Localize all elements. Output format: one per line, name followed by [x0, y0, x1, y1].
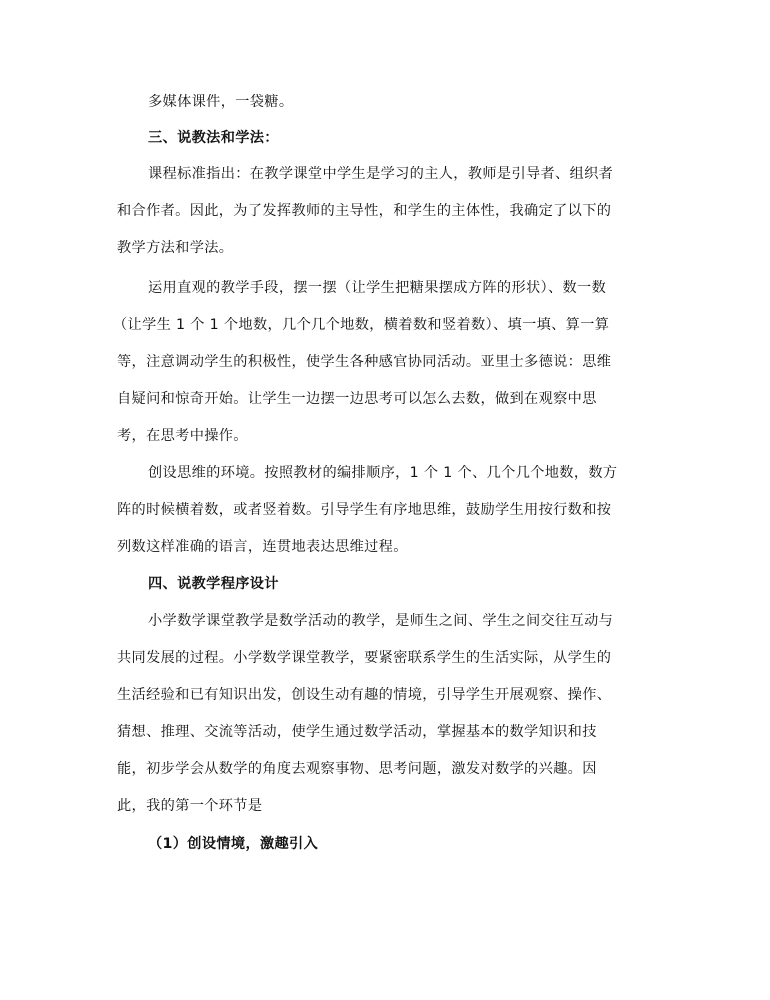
section-heading-teaching-methods: 三、说教法和学法：: [148, 130, 279, 146]
paragraph-line: 和合作者。因此，为了发挥教师的主导性，和学生的主体性，我确定了以下的: [117, 203, 612, 219]
paragraph-line: 创设思维的环境。按照教材的编排顺序，1 个 1 个、几个几个地数，数方: [148, 465, 618, 481]
paragraph-line: 考，在思考中操作。: [117, 428, 248, 444]
section-heading-program-design: 四、说教学程序设计: [148, 576, 279, 592]
paragraph-line: 生活经验和已有知识出发，创设生动有趣的情境，引导学生开展观察、操作、: [117, 687, 612, 703]
paragraph-line: 运用直观的教学手段，摆一摆（让学生把糖果摆成方阵的形状）、数一数: [148, 280, 607, 296]
paragraph-line: 等，注意调动学生的积极性，使学生各种感官协同活动。亚里士多德说：思维: [117, 354, 612, 370]
paragraph-line: 能，初步学会从数学的角度去观察事物、思考问题，激发对数学的兴趣。因: [117, 761, 597, 777]
paragraph-line: （让学生 1 个 1 个地数，几个几个地数，横着数和竖着数）、填一填、算一算: [113, 317, 610, 333]
paragraph-line: 猜想、推理、交流等活动，使学生通过数学活动，掌握基本的数学知识和技: [117, 724, 597, 740]
paragraph-line: 阵的时候横着数，或者竖着数。引导学生有序地思维，鼓励学生用按行数和按: [117, 502, 612, 518]
materials-line: 多媒体课件，一袋糖。: [148, 94, 294, 110]
paragraph-line: 小学数学课堂教学是数学活动的教学，是师生之间、学生之间交往互动与: [148, 613, 614, 629]
paragraph-line: 课程标准指出：在教学课堂中学生是学习的主人，教师是引导者、组织者: [148, 166, 614, 182]
paragraph-line: 列数这样准确的语言，连贯地表达思维过程。: [117, 539, 408, 555]
paragraph-line: 自疑问和惊奇开始。让学生一边摆一边思考可以怎么去数，做到在观察中思: [117, 391, 597, 407]
paragraph-line: 教学方法和学法。: [117, 240, 234, 256]
step-1-heading: （1）创设情境，激趣引入: [148, 836, 319, 852]
paragraph-line: 此，我的第一个环节是: [117, 798, 263, 814]
paragraph-line: 共同发展的过程。小学数学课堂教学，要紧密联系学生的生活实际，从学生的: [117, 650, 612, 666]
